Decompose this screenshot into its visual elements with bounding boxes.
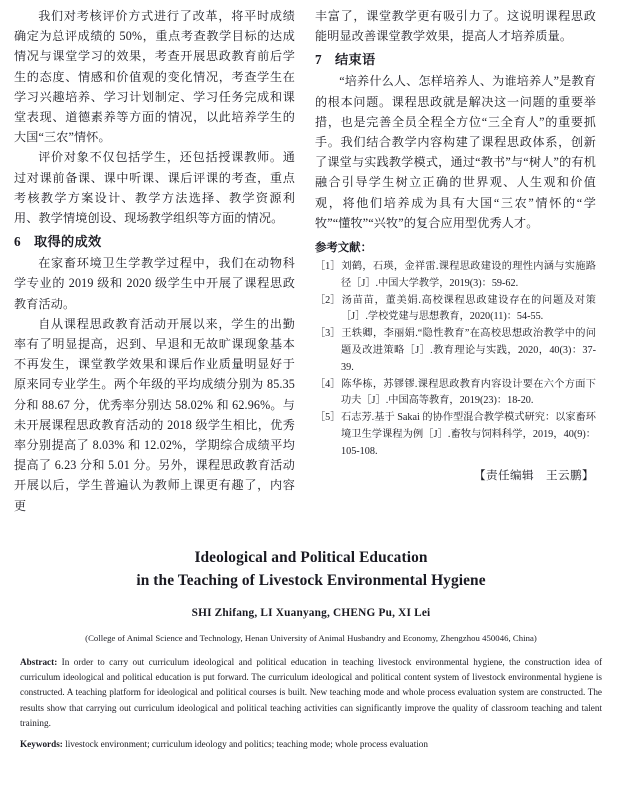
reference-tag: ［2］	[315, 294, 341, 306]
reference-text: 汤苗苗，董美娟.高校课程思政建设存在的问题及对策［J］.学校党建与思想教育，2020(11)：54-55.	[341, 294, 596, 323]
abstract-label: Abstract:	[20, 656, 58, 667]
reference-text: 王轶卿，李丽娟.“隐性教育”在高校思想政治教学中的问题及改进策略［J］.教育理论与实践，2020，40(3)：37-39.	[341, 328, 596, 373]
reference-text: 陈华栋，苏镠镠.课程思政教育内容设计要在六个方面下功夫［J］.中国高等教育，2019(23)：18-20.	[341, 378, 596, 407]
reference-tag: ［1］	[315, 261, 341, 273]
english-abstract-block	[0, 546, 622, 753]
english-affiliation: (College of Animal Science and Technology, Henan University of Animal Husbandry and Economy, Zhengzhou 450046, China)	[85, 632, 537, 643]
references-heading: 参考文献：	[315, 242, 372, 255]
paragraph: 自从课程思政教育活动开展以来，学生的出勤率有了明显提高，迟到、早退和无故旷课现象基本不再发生，课堂教学效果和课后作业质量明显好于原来同专业学生。两个年级的平均成绩分别为 85.35 分和 88.67 分，优秀率分别达 58.02% 和 62.96%。与未开展课程思政教育活动的 2018 级学生相比，优秀率分别提高了 8.03% 和 12.02%，学期综合成绩平均提高了 6.23 分和 5.01 分。另外，课程思政教育活动开展以后，学生普遍认为教师上课更有趣了，内容更	[14, 316, 295, 513]
paragraph: 评价对象不仅包括学生，还包括授课教师。通过对课前备课、课中听课、课后评课的考查，重点考核教学方案设计、教学方法选择、教学资源利用、教学情境创设、现场教学组织等方面的情况。	[14, 150, 295, 226]
right-column	[315, 6, 596, 516]
references-list	[315, 259, 596, 460]
reference-item	[315, 259, 596, 292]
section-number: 6	[14, 234, 21, 250]
keywords-label: Keywords:	[20, 739, 63, 750]
keywords-text: livestock environment; curriculum ideology and politics; teaching mode; whole process evaluation	[62, 739, 428, 750]
editor-note: 【责任编辑 王云鹏】	[474, 469, 594, 483]
reference-item	[315, 377, 596, 410]
reference-tag: ［5］	[315, 412, 341, 424]
paragraph-continued: 丰富了，课堂教学更有吸引力了。这说明课程思政能明显改善课堂教学效果，提高人才培养质量。	[315, 9, 596, 44]
paragraph: “培养什么人、怎样培养人、为谁培养人”是教育的根本问题。课程思政就是解决这一问题的重要举措，也是完善全员全程全方位“三全育人”的重要抓手。我们结合教学内容构建了课程思政体系，创新了课堂与实践教学模式，通过“教书”与“树人”的有机融合引导学生树立正确的世界观、人生观和价值观，将他们培养成为具有大国“三农”情怀的“学牧”“懂牧”“兴牧”的复合应用型优秀人才。	[315, 74, 596, 230]
reference-text: 刘鹤，石瑛，金祥雷.课程思政建设的理性内涵与实施路径［J］.中国大学教学，2019(3)：59-62.	[341, 261, 596, 289]
reference-tag: ［3］	[315, 328, 341, 340]
reference-item	[315, 293, 596, 326]
reference-item	[315, 326, 596, 376]
section-title: 取得的成效	[34, 234, 102, 250]
paragraph: 在家畜环境卫生学教学过程中，我们在动物科学专业的 2019 级和 2020 级学生中开展了课程思政教育活动。	[14, 256, 295, 311]
english-abstract	[18, 655, 604, 731]
section-title: 结束语	[335, 52, 376, 68]
english-authors: SHI Zhifang, LI Xuanyang, CHENG Pu, XI Lei	[191, 606, 431, 619]
abstract-text: In order to carry out curriculum ideological and political education in teaching livestock environmental hygiene, the construction idea of curriculum ideological and political education is put forward. The curriculum ideological and political content system of livestock environmental hygiene is constructed. A teaching platform for ideological and political courses is built. New teaching mode and whole process evaluation system are constructed. The results show that carrying out curriculum ideological and political teaching activities can significantly improve the quality of classroom teaching and talent training.	[20, 656, 602, 729]
reference-text: 石志芳.基于 Sakai 的协作型混合教学模式研究：以家畜环境卫生学课程为例［J］.畜牧与饲料科学，2019，40(9)：105-108.	[341, 412, 596, 457]
section-heading-6	[14, 232, 295, 252]
section-number: 7	[315, 52, 322, 68]
left-column	[14, 6, 295, 516]
english-title-line-1: Ideological and Political Education	[194, 548, 428, 566]
english-keywords	[18, 737, 604, 752]
section-heading-7	[315, 50, 596, 70]
paragraph: 我们对考核评价方式进行了改革，将平时成绩确定为总评成绩的 50%，重点考查教学目标的达成情况与课堂学习的效果，考查开展思政教育前后学生的态度、情感和价值观的变化情况，考查学生在学习兴趣培养、学习计划制定、学习任务完成和课堂表现、道德素养等方面的情况，以此培养学生的大国“三农”情怀。	[14, 9, 295, 145]
reference-tag: ［4］	[315, 378, 341, 390]
english-title	[18, 546, 604, 592]
english-title-line-2: in the Teaching of Livestock Environmental Hygiene	[136, 571, 486, 589]
reference-item	[315, 410, 596, 460]
